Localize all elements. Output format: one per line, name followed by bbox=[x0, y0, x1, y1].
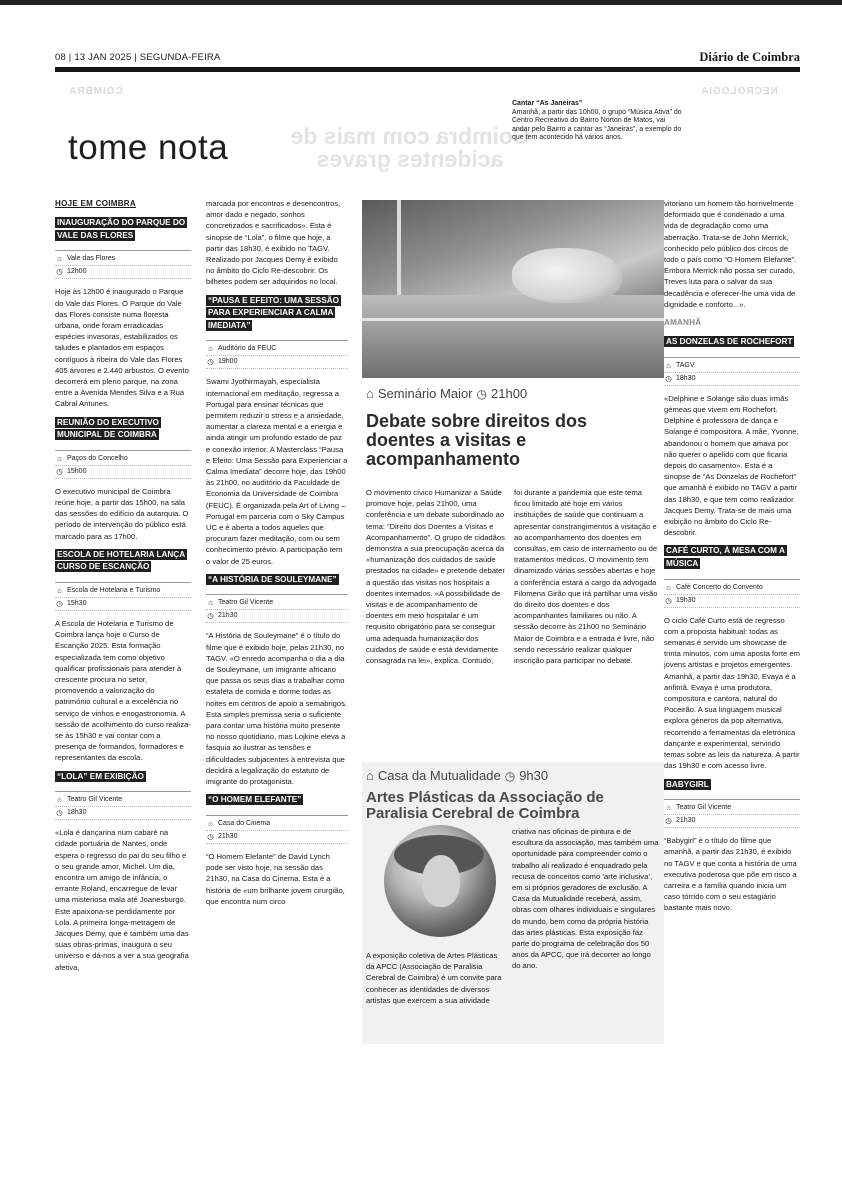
bleed-line-2: acidentes graves bbox=[316, 146, 504, 172]
scan-edge bbox=[0, 0, 842, 5]
bleed-line-1: Coimbra com mais de bbox=[290, 123, 530, 149]
event-title-escancao: ESCOLA DE HOTELARIA LANÇA CURSO DE ESCANÇÃO bbox=[57, 549, 186, 572]
header-rule bbox=[55, 67, 800, 72]
event-place: Escola de Hotelaria e Turismo bbox=[67, 587, 161, 595]
event-meta-homem-elefante bbox=[206, 815, 348, 844]
mutualidade-location bbox=[366, 768, 548, 783]
clock-icon: ◷ bbox=[504, 768, 516, 783]
event-text-reuniao: O executivo municipal de Coimbra reúne hoje, a partir das 15h00, na sala das sessões do edifício da autarquia. O período de intervenção do público está marcado para as 17h00. bbox=[55, 486, 189, 541]
apcc-col-a: A exposição coletiva de Artes Plásticas da APCC (Associação de Paralisia Cerebral de Coimbra) é um convite para conhecer as identidades de diversos artistas que exercem a sua atividade bbox=[366, 951, 502, 1005]
home-icon: ⌂ bbox=[666, 582, 671, 592]
event-time: 19h30 bbox=[676, 596, 696, 604]
clock-icon: ◷ bbox=[56, 808, 63, 818]
seminario-location bbox=[366, 386, 527, 401]
event-text-cafe-curto: O ciclo Café Curto está de regresso com a proposta habitual: todas as semanas é servido um showcase de trinta minutos, com uma aposta forte em jovens artistas e projetos emergentes. Amanhã, a partir das 19h30, Evaya é a anfitriã. Evaya é uma produtora, compositora e cantora, natural do Poceirão. A sua linguagem musical explora géneros da pop alternativa, recorrendo a ferramentas da eletrónica dançante e experimental, servindo temas sobre as leis da natureza. A partir das 19h30 e com acesso livre. bbox=[664, 615, 800, 771]
home-icon: ⌂ bbox=[208, 344, 213, 354]
cantar-brief bbox=[512, 100, 684, 143]
event-place: Teatro Gil Vicente bbox=[218, 599, 274, 607]
event-meta-pausa bbox=[206, 340, 348, 369]
event-meta-parque bbox=[55, 250, 191, 279]
event-title-souleymane: “A HISTÓRIA DE SOULEYMANE” bbox=[208, 574, 337, 584]
event-title-pausa: “PAUSA E EFEITO: UMA SESSÃO PARA EXPERIENCIAR A CALMA IMEDIATA” bbox=[208, 295, 340, 330]
event-meta-lola bbox=[55, 791, 191, 820]
event-time: 21h30 bbox=[218, 612, 238, 620]
home-icon: ⌂ bbox=[57, 453, 62, 463]
event-place: Vale das Flores bbox=[67, 255, 116, 263]
cantar-text: Amanhã, a partir das 10h00, o grupo “Música Ativa” do Centro Recreativo do Bairro Norton de Matos, vai andar pelo Bairro a cantar as “Janeiras”, a exemplo do que tem acontecido há vários anos. bbox=[512, 108, 682, 142]
label-amanha: AMANHÃ bbox=[664, 318, 702, 328]
clock-icon: ◷ bbox=[56, 466, 63, 476]
pillow-shape bbox=[512, 248, 622, 303]
event-title-lola: “LOLA” EM EXIBIÇÃO bbox=[57, 771, 144, 781]
section-title: tome nota bbox=[68, 128, 229, 167]
event-text-souleymane: “A História de Souleymane” é o título do filme que é exibido hoje, pelas 21h30, no TAGV. «O enredo acompanha o dia a dia de Souleymane, um imigrante africano que passa os seus dias a trabalhar como estafeta de comida e dorme todas as noites em centros de apoio a semabrigos. Esta simples premissa seria o suficiente para contar uma história muito presente no nosso quotidiano, mas Lojkine eleva a fasquia ao ilustrar as tensões e dificuldades subjacentes à entrevista que decidirá a legalização do estatuto de imigrante do protagonista. bbox=[206, 631, 347, 787]
event-place: Teatro Gil Vicente bbox=[676, 804, 732, 812]
home-icon: ⌂ bbox=[366, 386, 374, 401]
event-time: 18h30 bbox=[676, 374, 696, 382]
event-time: 18h30 bbox=[67, 809, 87, 817]
clock-icon: ◷ bbox=[665, 816, 672, 826]
event-text-donzelas: «Delphine e Solange são duas irmãs gémeas que vivem em Rochefort. Delphine é professora de dança e Solange é compositora. A mãe, Yvonne, abandonou o homem que amava por não querer o apelido com que ficaria depois do casamento». Esta é a sinopse de “As Donzelas de Rochefort” que amanhã é exibido no TAGV a partir das 18h30, e que tem como realizador Jacques Demy. Trata-se de mais uma exibição no âmbito do Ciclo Re-descobrir. bbox=[664, 393, 799, 538]
event-title-reuniao: REUNIÃO DO EXECUTIVO MUNICIPAL DE COIMBRA bbox=[57, 417, 159, 440]
seminario-time: 21h00 bbox=[491, 386, 528, 401]
event-place: TAGV bbox=[676, 361, 695, 369]
homem-elefante-continuation: vitoriano um homem tão horrivelmente deformado que é condenado a uma vida de degradação como uma aberração. Trata-se de John Merrick, conhecido pelo público dos circos de todo o país como “O Homem Elefante”. Embora Merrick não possa ser curado, Treves luta para o salvar da sua decadência e oferecer-lhe uma vida de dignidade e conforto...». bbox=[664, 199, 797, 309]
newspaper-brand: Diário de Coimbra bbox=[699, 50, 800, 64]
event-time: 21h30 bbox=[676, 817, 696, 825]
debate-col-a: O movimento cívico Humanizar a Saúde promove hoje, pelas 21h00, uma conferência e um debate subordinado ao tema: “Direito dos Doentes a Visitas e Acompanhamento”. O grupo de cidadãos demonstra a sua preocupação acerca da «humanização dos cuidados de saúde prestados na cidade» e pretende debater a questão das visitas nos hospitais a doentes internados. «A possibilidade de visitas e de acompanhamento de doentes em meio hospitalar é um requisito obrigatório para se conseguir uma adequada humanização dos cuidados de saúde e está devidamente consagrada na lei», explica. Contudo, bbox=[366, 488, 505, 666]
home-icon: ⌂ bbox=[666, 803, 671, 813]
page-header bbox=[55, 50, 800, 64]
event-time: 12h00 bbox=[67, 268, 87, 276]
clock-icon: ◷ bbox=[476, 386, 487, 401]
bed-rail-shape bbox=[362, 318, 664, 321]
event-title-donzelas: AS DONZELAS DE ROCHEFORT bbox=[666, 337, 793, 347]
home-icon: ⌂ bbox=[57, 254, 62, 264]
clock-icon: ◷ bbox=[665, 595, 672, 605]
column-2 bbox=[206, 198, 348, 914]
bleed-through-right: NECROLOGIA bbox=[700, 86, 778, 97]
clock-icon: ◷ bbox=[56, 267, 63, 277]
event-text-pausa: Swami Jyothirmayah, especialista internacional em meditação, regressa a Portugal para ensinar técnicas que permitem reduzir o stress e a ansiedade, aumentar a clareza mental e a energia e ainda atingir um profundo estado de paz e conexão interior. A Masterclass “Pausa e Efeito: Uma Sessão para Experienciar a Calma Imediata” decorre hoje, das 19h00 às 21h00, no auditório da Faculdade de Economia da Universidade de Coimbra (FEUC). É organizada pela Art of Living – Portugal em parceria com o Sky Campus UC e é aberta a todos aqueles que procuram fazer meditação, com ou sem conhecimento prévio. A participação tem o valor de 25 euros. bbox=[206, 377, 348, 566]
clock-icon: ◷ bbox=[56, 599, 63, 609]
cantar-title: Cantar “As Janeiras” bbox=[512, 100, 583, 107]
event-place: Casa do Cinema bbox=[218, 819, 271, 827]
home-icon: ⌂ bbox=[57, 586, 62, 596]
apcc-col-b: criativa nas oficinas de pintura e de escultura da associação, mas também uma oportunidade para compreender como o trabalho ali realizado é enquadrado pela recusa de conceitos como ‘arte inclusiva’, em si próprios geradores de exclusão. A Casa da Mutualidade receberá, assim, obras com olhares individuais e singulares do mundo, bem como da própria história das artes plásticas. Esta exposição faz parte do programa de celebração dos 50 anos da APCC, que irá decorrer ao longo do ano. bbox=[512, 827, 659, 971]
home-icon: ⌂ bbox=[366, 768, 374, 783]
bed-shape bbox=[362, 295, 664, 378]
event-place: Café Concerto do Convento bbox=[676, 583, 763, 591]
clock-icon: ◷ bbox=[207, 357, 214, 367]
event-title-cafe-curto: CAFÉ CURTO, À MESA COM A MÚSICA bbox=[666, 546, 785, 569]
home-icon: ⌂ bbox=[57, 795, 62, 805]
mutualidade-time: 9h30 bbox=[519, 768, 549, 783]
event-meta-donzelas bbox=[664, 357, 800, 386]
bleed-through-left: COIMBRA bbox=[68, 86, 123, 97]
home-icon: ⌂ bbox=[208, 818, 213, 828]
event-time: 15h00 bbox=[67, 467, 87, 475]
lola-continuation: marcada por encontros e desencontros, amor dado e negado, sonhos concretizados e sacrificados». Esta é sinopse de “Lola”, o filme que hoje, a partir das 18h30, é exibido no TAGV. Realizado por Jacques Demy é exibido no âmbito do Ciclo Re-descobrir. Os bilhetes podem ser adquiridos no local. bbox=[206, 199, 341, 287]
event-text-parque: Hoje às 12h00 é inaugurado o Parque do Vale das Flores. O Parque do Vale das Flores consiste numa floresta urbana, onde foram erradicadas espécies invasoras, estabilizados os taludes e plantados em espaços contíguos à ribeira do Vale das Flores 405 árvores e 2.440 arbustos. O evento decorrerá em pleno parque, na zona entre a Avenida Mendes Silva e a Rua Cabral Antunes. bbox=[55, 287, 189, 409]
event-title-babygirl: BABYGIRL bbox=[666, 779, 709, 789]
event-time: 15h30 bbox=[67, 600, 87, 608]
event-place: Auditório da FEUC bbox=[218, 345, 277, 353]
home-icon: ⌂ bbox=[666, 360, 671, 370]
event-place: Paços do Concelho bbox=[67, 454, 128, 462]
clock-icon: ◷ bbox=[665, 373, 672, 383]
debate-col-b: foi durante a pandemia que este tema ficou limitado até hoje em vários instituições de saúde que continuam a apresentar constrangimentos à visitação e ao acompanhamento dos doentes em consultas, em caso de internamento ou de tratamentos médicos. O movimento tem dinamizado várias sessões abertas e hoje a conferência estará a cargo da advogada Filomena Girão que irá partilhar uma visão do direito dos doentes e dos acompanhantes familiares ou não. A sessão decorre às 21h00 no Seminário Maior de Coimbra e a entrada é livre, não sendo necessário realizar qualquer inscrição para participar no debate. bbox=[514, 488, 658, 666]
event-meta-cafe-curto bbox=[664, 579, 800, 608]
event-time: 21h30 bbox=[218, 832, 238, 840]
event-meta-souleymane bbox=[206, 594, 348, 623]
column-1 bbox=[55, 198, 191, 980]
event-meta-reuniao bbox=[55, 450, 191, 479]
event-text-babygirl: “Babygirl” é o título do filme que amanhã, a partir das 21h30, é exibido no TAGV e que conta a história de uma executiva poderosa que põe em risco a carreira e a família quando inicia um caso tórrido com o seu estagiário bastante mais novo. bbox=[664, 836, 797, 913]
clock-icon: ◷ bbox=[207, 831, 214, 841]
apcc-headline: Artes Plásticas da Associação de Paralisia Cerebral de Coimbra bbox=[366, 789, 604, 822]
debate-headline: Debate sobre direitos dos doentes a visitas e acompanhamento bbox=[366, 411, 588, 469]
event-place: Teatro Gil Vicente bbox=[67, 796, 123, 804]
mutualidade-place: Casa da Mutualidade bbox=[377, 768, 501, 783]
artwork-face-shape bbox=[422, 855, 460, 907]
event-meta-babygirl bbox=[664, 799, 800, 828]
apcc-artwork-image bbox=[384, 825, 496, 937]
hospital-bed-photo bbox=[362, 200, 664, 378]
event-title-homem-elefante: “O HOMEM ELEFANTE” bbox=[208, 795, 302, 805]
event-time: 19h00 bbox=[218, 358, 238, 366]
event-text-escancao: A Escola de Hotelaria e Turismo de Coimbra lança hoje o Curso de Escanção 2025. Esta formação especializada tem como objetivo qualificar profissionais para atender à crescente procura no setor, promovendo a valorização do património cultural e a excelência no serviço de vinhos e enogastronomia. A sessão de acolhimento do curso realiza-se às 15h30 e vai contar com a presença de formandos, formadores e representantes da escola. bbox=[55, 619, 191, 763]
home-icon: ⌂ bbox=[208, 598, 213, 608]
event-text-lola: «Lola é dançarina num cabaré na cidade portuária de Nantes, onde espera o regresso do pai do seu filho e o seu grande amor, Michel. Um dia, encontra um amigo de infância, o errante Roland, encarregue de levar uma misteriosa mala até Joanesburgo. Este apaixona-se perdidamente por Lola. A primeira longa-metragem de Jacques Demy, que é também uma das suas obras-primas, inaugura o seu universo e dá-nos a ver a sua geografia afetiva, bbox=[55, 828, 189, 972]
event-text-homem-elefante: “O Homem Elefante” de David Lynch pode ser visto hoje, na sessão das 21h30, na Casa do Cinema. Esta é a história de «um brilhante jovem cirurgião, que encontra num circo bbox=[206, 851, 345, 906]
column-4 bbox=[664, 198, 800, 921]
seminario-place: Seminário Maior bbox=[377, 386, 473, 401]
label-hoje-em-coimbra: HOJE EM COIMBRA bbox=[55, 199, 136, 208]
clock-icon: ◷ bbox=[207, 611, 214, 621]
event-meta-escancao bbox=[55, 582, 191, 611]
page-folio: 08 | 13 JAN 2025 | SEGUNDA-FEIRA bbox=[55, 52, 221, 63]
event-title-parque: INAUGURAÇÃO DO PARQUE DO VALE DAS FLORES bbox=[57, 218, 186, 240]
